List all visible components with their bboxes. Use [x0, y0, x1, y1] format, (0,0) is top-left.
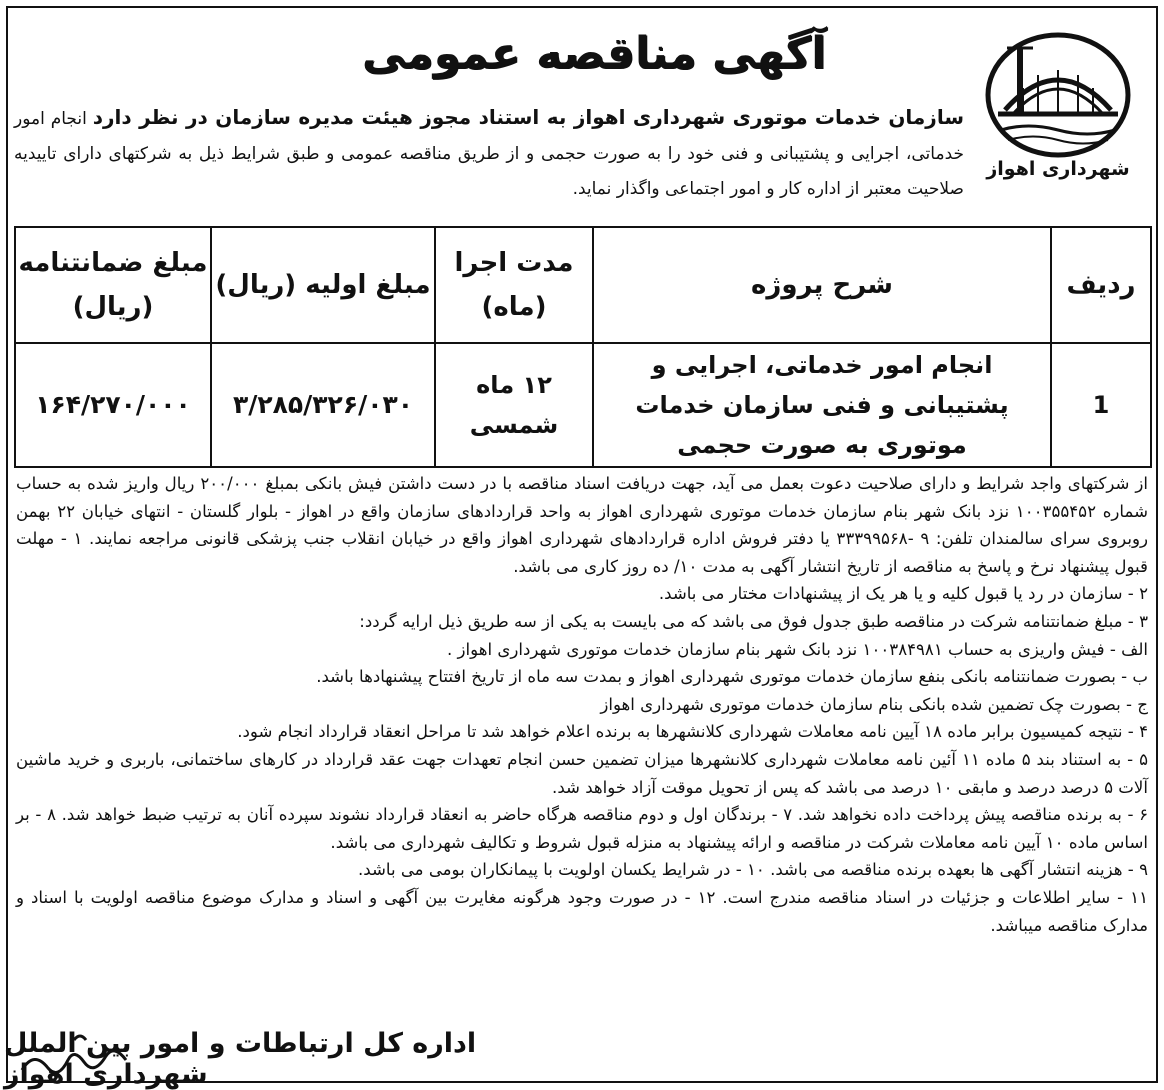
- condition-paragraph: ۵ - به استناد بند ۵ ماده ۱۱ آئین نامه معاملات شهرداری کلانشهرها میزان تضمین حسن انجام تعهدات جهت عقد قرارداد در کارهای ساختمانی، باربری و خرید ماشین آلات ۵ درصد درصد و مابقی ۱۰ درصد می باشد که پس از تحویل موقت آزاد خواهد شد.: [16, 749, 1148, 797]
- page-title: آگهی مناقصه عمومی: [361, 28, 827, 79]
- header-row-number: ردیف: [1051, 227, 1151, 343]
- table-row: [15, 343, 1151, 467]
- condition-paragraph: ب - بصورت ضمانتنامه بانکی بنفع سازمان خدمات موتوری شهرداری اهواز و بمدت سه ماه از تاریخ افتتاح پیشنهادها باشد.: [316, 667, 1148, 687]
- footer-signature: اداره کل ارتباطات و امور بین الملل شهرداری اهواز: [4, 1028, 477, 1090]
- condition-paragraph: ۴ - نتیجه کمیسیون برابر ماده ۱۸ آیین نامه معاملات شهرداری کلانشهرها به برنده اعلام خواهد شد تا مراحل انعقاد قرارداد انجام شود.: [237, 722, 1148, 742]
- header-guarantee-amount: مبلغ ضمانتنامه (ریال): [15, 227, 211, 343]
- intro-paragraph: [14, 100, 964, 207]
- cell-guarantee-amount: ۱۶۴/۲۷۰/۰۰۰: [15, 343, 211, 467]
- condition-paragraph: ۶ - به برنده مناقصه پیش پرداخت داده نخواهد شد. ۷ - برندگان اول و دوم مناقصه هرگاه حاضر به انعقاد قرارداد نشوند سپرده آنان به ترتیب ضبط خواهد شد. ۸ - بر اساس ماده ۱۰ آیین نامه معاملات شرکت در مناقصه و ارائه پیشنهاد به منزله قبول شروط و تکالیف شهرداری می باشد.: [16, 805, 1149, 852]
- intro-lead: سازمان خدمات موتوری شهرداری اهواز به استناد مجوز هیئت مدیره سازمان در نظر دارد: [92, 105, 964, 129]
- project-table: [14, 226, 1152, 468]
- header-duration: مدت اجرا (ماه): [435, 227, 593, 343]
- header-description: شرح پروژه: [593, 227, 1051, 343]
- conditions-text: [16, 470, 1148, 939]
- cell-initial-amount: ۳/۲۸۵/۳۲۶/۰۳۰: [211, 343, 435, 467]
- condition-paragraph: ۲ - سازمان در رد یا قبول کلیه و یا هر یک از پیشنهادات مختار می باشد.: [658, 584, 1148, 604]
- header-initial-amount: مبلغ اولیه (ریال): [211, 227, 435, 343]
- condition-paragraph: الف - فیش واریزی به حساب ۱۰۰۳۸۴۹۸۱ نزد بانک شهر بنام سازمان خدمات موتوری شهرداری اهواز .: [446, 639, 1148, 659]
- handwritten-mark-icon: [14, 1030, 144, 1085]
- intro-rest: انجام امور خدماتی، اجرایی و پشتیبانی و فنی خود را به صورت حجمی و از طریق مناقصه عمومی و طبق شرایط ذیل به شرکتهای دارای تاییدیه صلاحیت معتبر از اداره کار و امور اجتماعی واگذار نماید.: [14, 109, 964, 199]
- municipality-logo: [974, 30, 1142, 198]
- logo-caption: شهرداری اهواز: [986, 158, 1130, 180]
- bridge-icon: [983, 30, 1133, 160]
- condition-paragraph: ۳ - مبلغ ضمانتنامه شرکت در مناقصه طبق جدول فوق می باشد که می بایست به یکی از سه طریق ذیل ارایه گردد:: [359, 611, 1148, 631]
- cell-description: انجام امور خدماتی، اجرایی و پشتیبانی و فنی سازمان خدمات موتوری به صورت حجمی: [593, 343, 1051, 467]
- condition-paragraph: ج - بصورت چک تضمین شده بانکی بنام سازمان خدمات موتوری شهرداری اهواز: [600, 694, 1148, 714]
- table-header-row: [15, 227, 1151, 343]
- condition-paragraph: ۹ - هزینه انتشار آگهی ها بعهده برنده مناقصه می باشد. ۱۰ - در شرایط یکسان اولویت با پیمانکاران بومی می باشد.: [358, 860, 1148, 880]
- condition-paragraph: از شرکتهای واجد شرایط و دارای صلاحیت دعوت بعمل می آید، جهت دریافت اسناد مناقصه با در دست داشتن فیش بانکی بمبلغ ۲۰۰/۰۰۰ ریال واریز شده به حساب شماره ۱۰۰۳۵۵۴۵۲ نزد بانک شهر بنام سازمان خدمات موتوری شهرداری اهواز به واحد قراردادهای سازمان واقع در اهواز - بلوار گلستان - انتهای خیابان ۲۲ بهمن روبروی سرای سالمندان تلفن: ۹ -۳۳۳۹۹۵۶۸ یا دفتر فروش اداره قراردادهای شهرداری اهواز واقع در خیابان انقلاب جنب پزشکی قانونی مراجعه نمایند. ۱ - مهلت قبول پیشنهاد نرخ و پاسخ به مناقصه از تاریخ انتشار آگهی به مدت ۱۰/ ده روز کاری می باشد.: [16, 474, 1148, 576]
- cell-row-number: 1: [1051, 343, 1151, 467]
- condition-paragraph: ۱۱ - سایر اطلاعات و جزئیات در اسناد مناقصه مندرج است. ۱۲ - در صورت وجود هرگونه مغایرت بین آگهی و اسناد و مدارک موضوع مناقصه اولویت با اسناد و مدارک مناقصه میباشد.: [16, 887, 1148, 935]
- cell-duration: ۱۲ ماه شمسی: [435, 343, 593, 467]
